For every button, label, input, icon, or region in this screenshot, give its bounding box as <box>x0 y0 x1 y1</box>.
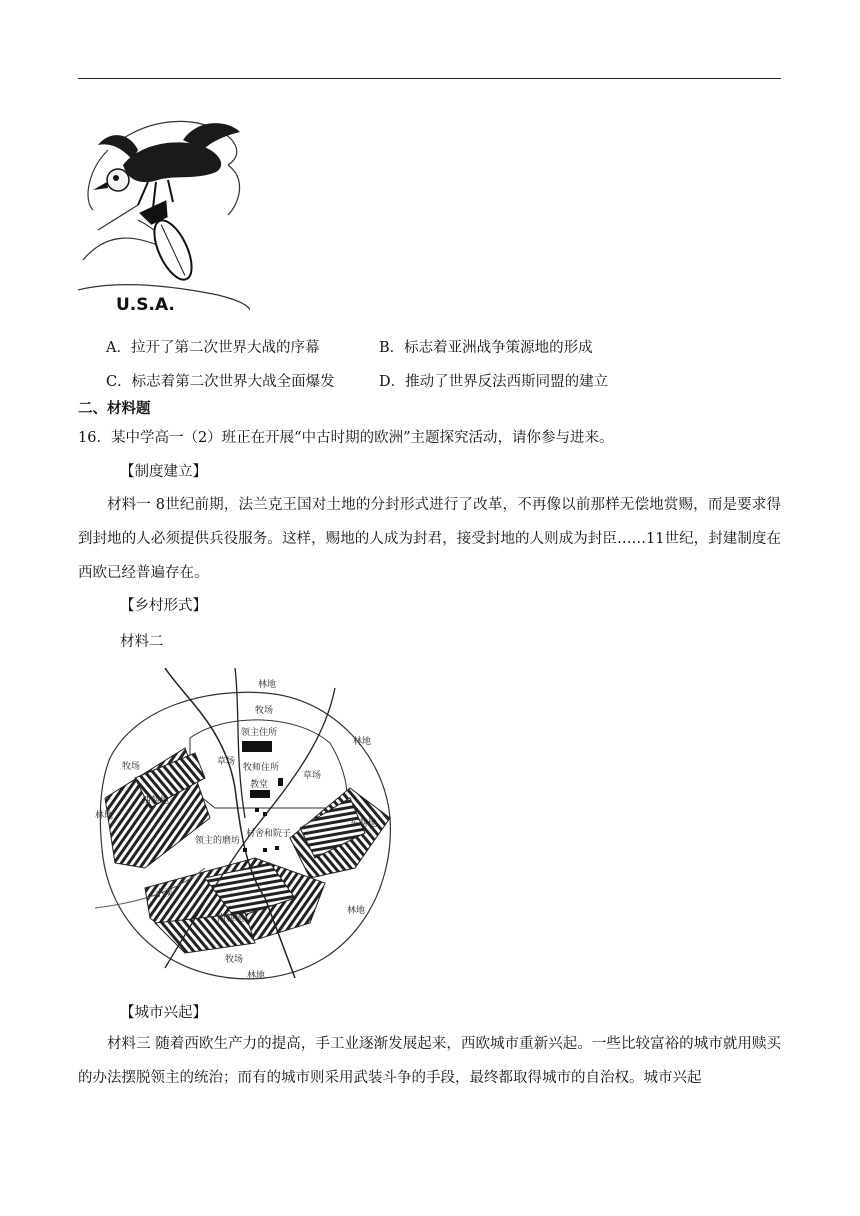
material2-label: 材料二 <box>120 634 164 650</box>
map-label-forest-right: 林地 <box>353 737 372 747</box>
part2-heading: 【乡村形式】 <box>120 598 207 614</box>
map-label-meadow-right: 草场 <box>303 771 322 781</box>
manor-map <box>95 668 395 986</box>
map-label-lord-mill: 领主的磨坊 <box>195 836 241 846</box>
map-label-forest-bottom-right: 林地 <box>347 906 366 916</box>
map-label-meadow-left: 草场 <box>217 757 236 767</box>
option-b: B．标志着亚洲战争策源地的形成 <box>379 340 593 356</box>
map-label-south-field: 南耕地 <box>217 914 245 924</box>
cartoon-image <box>78 110 250 320</box>
map-label-forest-bottom: 林地 <box>247 971 266 981</box>
option-c: C．标志着第二次世界大战全面爆发 <box>106 374 335 390</box>
part3-heading: 【城市兴起】 <box>120 1005 207 1021</box>
map-label-forest-left: 林地 <box>95 811 114 821</box>
header-rule <box>78 78 781 79</box>
material-3: 材料三 随着西欧生产力的提高，手工业逐渐发展起来，西欧城市重新兴起。一些比较富裕的城市就用赎买的办法摆脱领主的统治；而有的城市则采用武装斗争的手段，最终都取得城市的自治权。城市兴起 <box>78 1036 781 1086</box>
map-label-church: 教堂 <box>250 780 269 790</box>
part1-heading: 【制度建立】 <box>120 464 207 480</box>
map-label-lord-residence: 领主住所 <box>241 728 278 738</box>
cartoon-caption: U.S.A. <box>116 295 175 315</box>
option-d: D．推动了世界反法西斯同盟的建立 <box>379 374 609 390</box>
section-title: 二、材料题 <box>78 401 151 417</box>
map-label-pasture-bottom: 牧场 <box>225 955 244 965</box>
map-label-stream: 小溪 <box>155 889 174 899</box>
question-stem: 16．某中学高一（2）班正在开展“中古时期的欧洲”主题探究活动，请你参与进来。 <box>78 430 614 446</box>
map-label-pastor-residence: 牧师住所 <box>243 763 280 773</box>
option-a: A．拉开了第二次世界大战的序幕 <box>106 340 320 356</box>
map-label-forest-top: 林地 <box>258 680 277 690</box>
map-label-west-field: 西耕地 <box>142 796 170 806</box>
map-label-east-field: 东耕地 <box>350 819 378 829</box>
material-1: 材料一 8世纪前期，法兰克王国对土地的分封形式进行了改革，不再像以前那样无偿地赏赐，而是要求得到封地的人必须提供兵役服务。这样，赐地的人成为封君，接受封地的人则成为封臣……11世纪，封建制度在西欧已经普遍存在。 <box>78 497 781 581</box>
map-label-pasture-top: 牧场 <box>255 706 274 716</box>
map-label-pasture-left: 牧场 <box>122 762 141 772</box>
map-label-village: 村舍和院子 <box>246 829 292 839</box>
